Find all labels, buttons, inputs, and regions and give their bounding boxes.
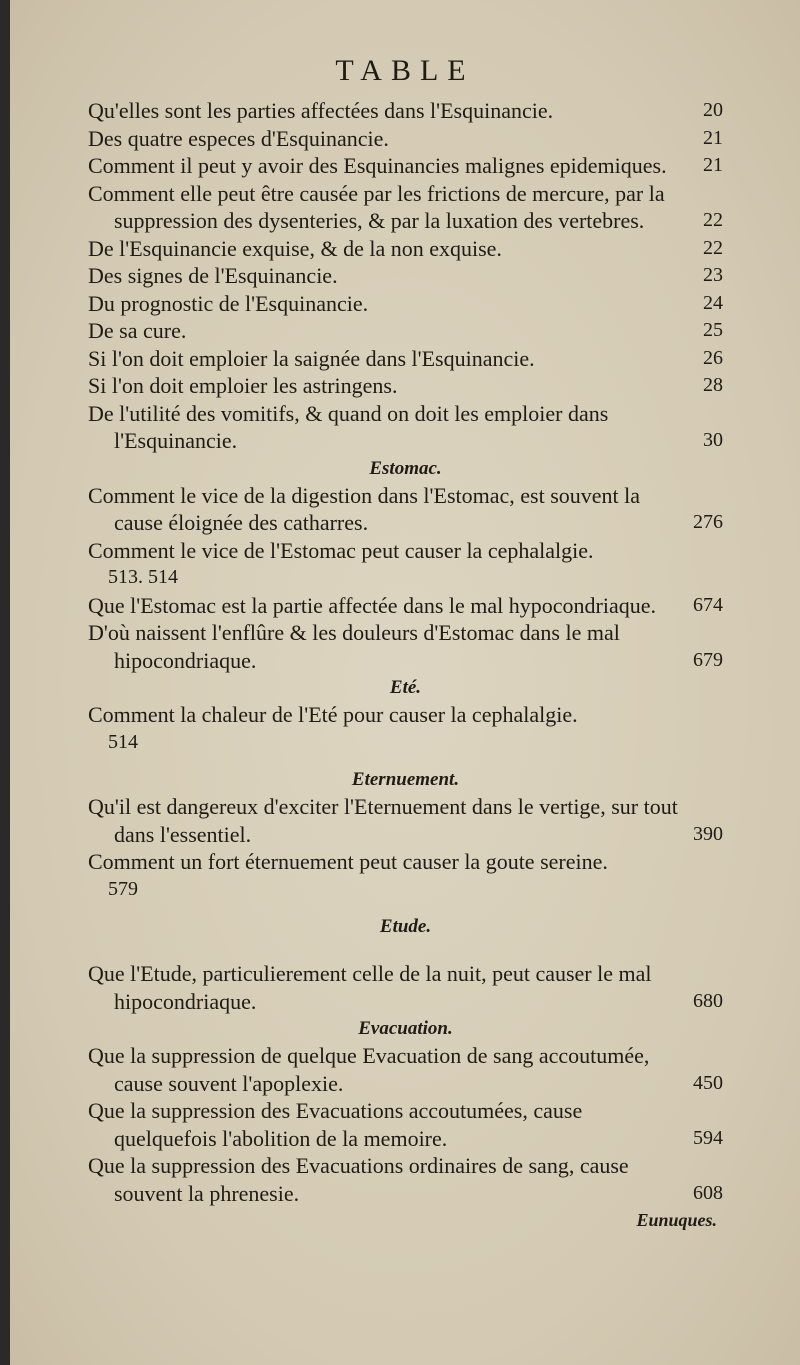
- index-entry-text: De l'Esquinancie exquise, & de la non exquise.: [88, 235, 502, 261]
- page-number: 25: [703, 319, 723, 341]
- page-number: 276: [693, 511, 723, 533]
- page-number: 28: [703, 374, 723, 396]
- index-section-eternuement: [88, 793, 723, 903]
- page-number: 23: [703, 264, 723, 286]
- index-entry: [88, 1152, 723, 1207]
- page-number: 513. 514: [108, 566, 178, 588]
- index-entry: [88, 960, 723, 1015]
- index-entry: [88, 97, 723, 125]
- index-entry-text: Que la suppression des Evacuations accoutumées, cause quelquefois l'abolition de la memoire.: [88, 1098, 583, 1151]
- index-entry: [88, 592, 723, 620]
- index-entry: [88, 619, 723, 674]
- index-entry: [88, 701, 723, 756]
- index-entry-text: Comment un fort éternuement peut causer la goute sereine.: [88, 849, 608, 874]
- page-number: 20: [703, 99, 723, 121]
- section-heading-eternuement: Eternuement.: [351, 769, 460, 790]
- index-entry: [88, 400, 723, 455]
- page-number: 22: [703, 209, 723, 231]
- page-number: 21: [703, 154, 723, 176]
- index-entry-text: De sa cure.: [88, 318, 187, 343]
- page-number: 674: [693, 593, 723, 616]
- index-entry: [88, 1042, 723, 1097]
- index-entry: [88, 793, 723, 848]
- index-entry: [88, 345, 723, 373]
- index-entry-text: Des signes de l'Esquinancie.: [88, 263, 338, 288]
- index-entry: [88, 537, 723, 592]
- index-entry: [88, 262, 723, 290]
- index-entry: [88, 372, 723, 400]
- index-entry-text: Comment le vice de l'Estomac peut causer la cephalalgie.: [88, 537, 594, 563]
- index-entry: [88, 482, 723, 537]
- page-number: 24: [703, 291, 723, 314]
- index-entry-text: Des quatre especes d'Esquinancie.: [88, 125, 389, 151]
- index-section-evacuation: [88, 1042, 723, 1207]
- page-number: 21: [703, 126, 723, 149]
- index-entry-text: Comment le vice de la digestion dans l'Estomac, est souvent la cause éloignée des catharres.: [88, 482, 641, 535]
- index-entry-text: Que l'Etude, particulierement celle de la nuit, peut causer le mal hipocondriaque.: [88, 961, 652, 1014]
- index-entry: [88, 848, 723, 903]
- index-entry-text: Du prognostic de l'Esquinancie.: [88, 290, 369, 316]
- index-entry-text: Comment elle peut être causée par les frictions de mercure, par la suppression des dysenteries, & par la luxation des vertebres.: [88, 180, 665, 233]
- catchword: Eunuques.: [636, 1210, 717, 1230]
- page-number: 679: [693, 648, 723, 671]
- index-section-esquinancie: [88, 97, 723, 455]
- index-entry-text: Que la suppression de quelque Evacuation de sang accoutumée, cause souvent l'apoplexie.: [88, 1043, 650, 1096]
- index-entry: [88, 235, 723, 263]
- index-entry: [88, 152, 723, 180]
- index-entry-text: Qu'il est dangereux d'exciter l'Eternuement dans le vertige, sur tout dans l'essentiel.: [88, 794, 678, 847]
- index-entry-text: Si l'on doit emploier la saignée dans l'Esquinancie.: [88, 345, 535, 371]
- running-header: TABLE: [335, 54, 475, 87]
- page-number: 579: [108, 877, 138, 900]
- index-entry-text: D'où naissent l'enflûre & les douleurs d'Estomac dans le mal hipocondriaque.: [88, 620, 620, 673]
- index-entry-text: De l'utilité des vomitifs, & quand on doit les emploier dans l'Esquinancie.: [88, 400, 609, 453]
- index-entry-text: Que l'Estomac est la partie affectée dans le mal hypocondriaque.: [88, 592, 656, 618]
- page-number: 22: [703, 236, 723, 259]
- index-section-ete: [88, 701, 723, 756]
- index-entry: [88, 1097, 723, 1152]
- book-page: [10, 0, 800, 1365]
- index-entry: [88, 317, 723, 345]
- index-entry-text: Que la suppression des Evacuations ordinaires de sang, cause souvent la phrenesie.: [88, 1153, 629, 1206]
- index-entry-text: Comment la chaleur de l'Eté pour causer la cephalalgie.: [88, 702, 578, 727]
- page-number: 390: [693, 822, 723, 845]
- index-text: [88, 97, 723, 1235]
- page-number: 594: [693, 1126, 723, 1149]
- page-number: 608: [693, 1181, 723, 1204]
- index-section-estomac: [88, 482, 723, 675]
- index-entry-text: Qu'elles sont les parties affectées dans l'Esquinancie.: [88, 98, 554, 123]
- index-section-etude: [88, 960, 723, 1015]
- page-number: 514: [108, 730, 138, 753]
- index-entry-text: Si l'on doit emploier les astringens.: [88, 373, 398, 398]
- section-heading-estomac: Estomac.: [369, 457, 442, 479]
- section-heading-etude: Etude.: [379, 916, 432, 937]
- section-heading-evacuation: Evacuation.: [358, 1018, 453, 1039]
- index-entry: [88, 180, 723, 235]
- page-number: 26: [703, 346, 723, 369]
- index-entry-text: Comment il peut y avoir des Esquinancies malignes epidemiques.: [88, 153, 667, 178]
- index-entry: [88, 125, 723, 153]
- page-number: 30: [703, 429, 723, 451]
- page-number: 680: [693, 989, 723, 1012]
- index-entry: [88, 290, 723, 318]
- page-number: 450: [693, 1071, 723, 1094]
- section-heading-ete: Eté.: [389, 677, 422, 698]
